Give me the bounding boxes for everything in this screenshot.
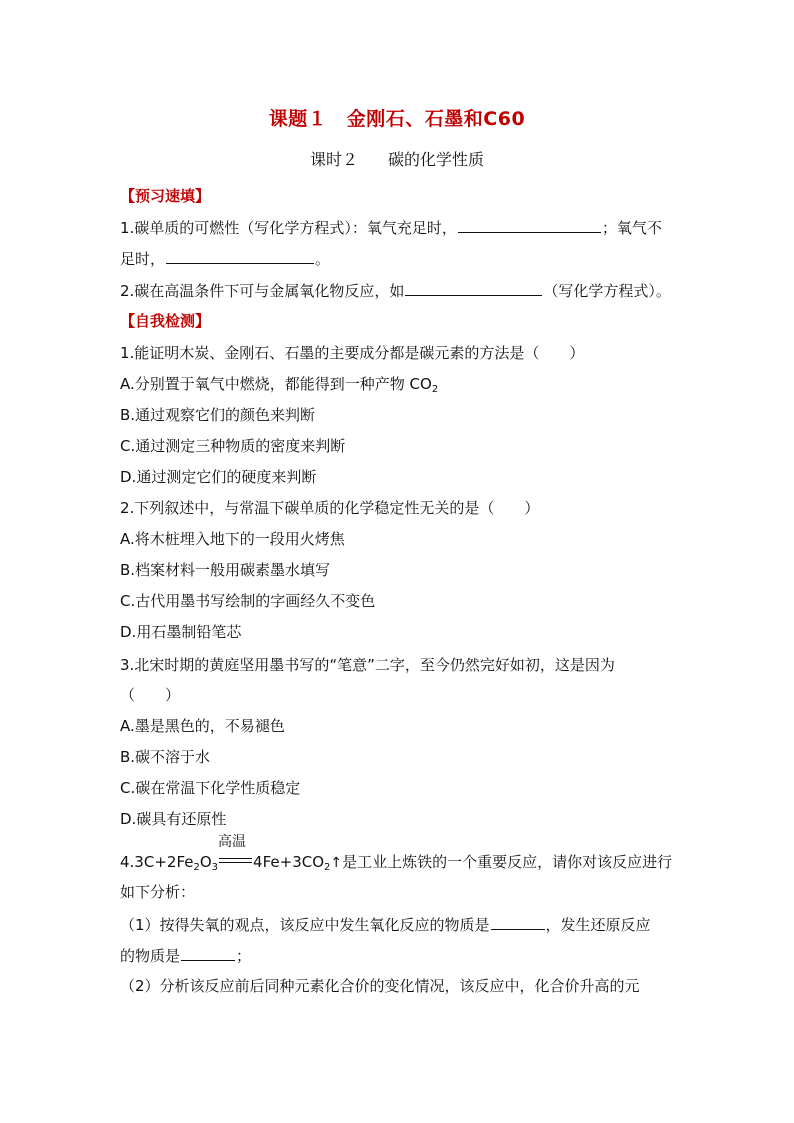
- lesson-topic: 碳的化学性质: [388, 150, 485, 169]
- question-1-option-b[interactable]: B.通过观察它们的颜色来判断: [120, 406, 316, 424]
- question-2-option-a[interactable]: A.将木桩埋入地下的一段用火烤焦: [120, 530, 345, 548]
- question-4-equation-line: $4.3C+2Fe_2O_3$ 高温 $4Fe+3CO_2↑$是工业上炼铁的一个重要反应，请你对该反应进行: [120, 834, 673, 873]
- reaction-condition-equals-sign: [218, 834, 252, 867]
- equation-products: $4Fe+3CO_2↑$: [253, 853, 343, 873]
- lesson-number: 课时２: [309, 150, 358, 169]
- question-1-option-c[interactable]: C.通过测定三种物质的密度来判断: [120, 437, 346, 455]
- fill-blank-oxidized-substance[interactable]: [491, 914, 545, 930]
- question-3-option-d[interactable]: D.碳具有还原性: [120, 810, 227, 828]
- question-4-part2-line1: （2）分析该反应前后同种元素化合价的变化情况，该反应中，化合价升高的元: [120, 977, 640, 995]
- preview-q2: 2.碳在高温条件下可与金属氧化物反应，如 （写化学方程式）。: [120, 282, 671, 300]
- preview-q1-line2: 足时， 。: [120, 250, 331, 268]
- section-preview-heading: 【预习速填】: [120, 187, 211, 205]
- question-3-option-c[interactable]: C.碳在常温下化学性质稳定: [120, 779, 301, 797]
- page-subtitle: [0, 147, 794, 170]
- question-3-option-b[interactable]: B.碳不溶于水: [120, 748, 211, 766]
- question-2-stem: 2.下列叙述中，与常温下碳单质的化学稳定性无关的是（ ）: [120, 499, 540, 517]
- equation-reactants: $4.3C+2Fe_2O_3$: [120, 853, 219, 873]
- fill-blank-oxygen-sufficient[interactable]: [458, 217, 601, 233]
- question-4-part1-line1: （1）按得失氧的观点，该反应中发生氧化反应的物质是 ，发生还原反应: [120, 916, 651, 934]
- fill-blank-oxygen-insufficient[interactable]: [166, 248, 314, 264]
- question-3-option-a[interactable]: A.墨是黑色的，不易褪色: [120, 717, 285, 735]
- question-2-option-c[interactable]: C.古代用墨书写绘制的字画经久不变色: [120, 592, 376, 610]
- question-2-option-b[interactable]: B.档案材料一般用碳素墨水填写: [120, 561, 331, 579]
- question-4-line2: 如下分析：: [120, 883, 196, 901]
- question-2-option-d[interactable]: D.用石墨制铅笔芯: [120, 623, 242, 641]
- gas-arrow-icon: ↑: [330, 855, 343, 871]
- question-4-part1-line2: 的物质是 ；: [120, 947, 252, 965]
- question-1-option-d[interactable]: D.通过测定它们的硬度来判断: [120, 468, 317, 486]
- question-1-option-a[interactable]: A.分别置于氧气中燃烧，都能得到一种产物 $CO_2$: [120, 375, 439, 395]
- fill-blank-reduced-substance[interactable]: [181, 945, 235, 961]
- question-1-stem: 1.能证明木炭、金刚石、石墨的主要成分都是碳元素的方法是（ ）: [120, 344, 585, 362]
- reaction-condition-label: 高温: [218, 834, 247, 850]
- preview-q1-line1: 1.碳单质的可燃性（写化学方程式）：氧气充足时， ；氧气不: [120, 219, 662, 237]
- section-self-check-heading: 【自我检测】: [120, 312, 211, 330]
- question-3-stem-line2: （ ）: [120, 686, 181, 704]
- fill-blank-metal-oxide-reaction[interactable]: [405, 280, 542, 296]
- page-title: 课题１ 金刚石、石墨和C60: [268, 108, 526, 130]
- question-3-stem-line1: 3.北宋时期的黄庭坚用墨书写的“笔意”二字，至今仍然完好如初，这是因为: [120, 656, 615, 674]
